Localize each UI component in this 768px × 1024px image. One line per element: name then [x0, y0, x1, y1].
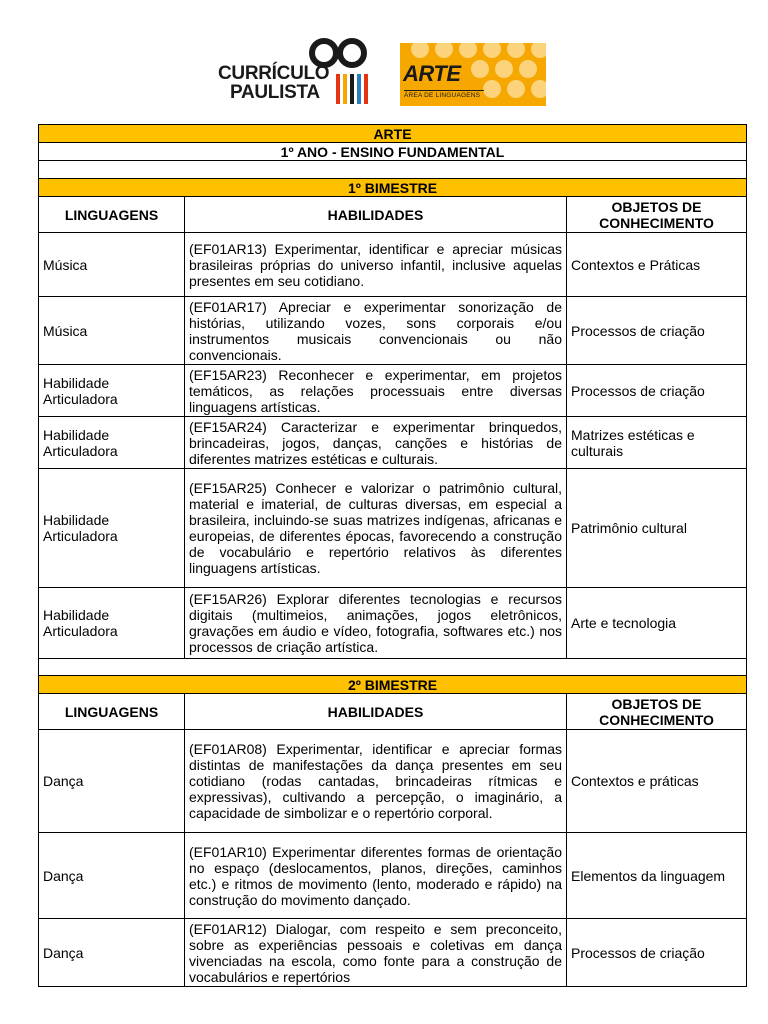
- linguagem-cell: Habilidade Articuladora: [39, 365, 185, 417]
- habilidade-cell: (EF15AR24) Caracterizar e experimentar brinquedos, brincadeiras, jogos, danças, canções e histórias de diferentes matrizes estéticas e culturais.: [185, 417, 567, 469]
- objeto-cell: Processos de criação: [567, 297, 747, 365]
- linguagem-cell: Dança: [39, 730, 185, 833]
- linguagem-cell: Dança: [39, 833, 185, 919]
- habilidade-cell: (EF01AR12) Dialogar, com respeito e sem preconceito, sobre as experiências pessoais e coletivas em dança vivenciadas na escola, como fonte para a construção de vocabulários e repertórios: [185, 919, 567, 987]
- habilidade-cell: (EF01AR08) Experimentar, identificar e apreciar formas distintas de manifestações da dança presentes em seu cotidiano (rodas cantadas, brincadeiras rítmicas e expressivas), cultivando a percepção, o imaginário, a capacidade de simbolizar e o repertório corporal.: [185, 730, 567, 833]
- curriculo-paulista-logo: [215, 36, 380, 108]
- habilidade-cell: (EF15AR26) Explorar diferentes tecnologias e recursos digitais (multimeios, animações, jogos eletrônicos, gravações em áudio e vídeo, fotografia, softwares etc.) nos processos de criação artística.: [185, 588, 567, 659]
- linguagem-cell: Habilidade Articuladora: [39, 588, 185, 659]
- table-row: [39, 365, 747, 417]
- objeto-cell: Elementos da linguagem: [567, 833, 747, 919]
- column-header-row: [39, 694, 747, 730]
- table-row: [39, 588, 747, 659]
- linguagem-cell: Habilidade Articuladora: [39, 417, 185, 469]
- subject-title: ARTE: [39, 125, 747, 143]
- habilidade-cell: (EF01AR17) Apreciar e experimentar sonorização de histórias, utilizando vozes, sons corporais e/ou instrumentos musicais convencionais ou não convencionais.: [185, 297, 567, 365]
- bimestre-1-title: 1º BIMESTRE: [39, 179, 747, 197]
- column-header-row: [39, 197, 747, 233]
- habilidade-cell: (EF01AR10) Experimentar diferentes formas de orientação no espaço (deslocamentos, planos, direções, caminhos etc.) e ritmos de movimento (lento, moderado e rápido) na construção do movimento dançado.: [185, 833, 567, 919]
- header-linguagens: LINGUAGENS: [39, 694, 185, 730]
- linguagem-cell: Dança: [39, 919, 185, 987]
- linguagem-cell: Habilidade Articuladora: [39, 469, 185, 588]
- header-habilidades: HABILIDADES: [185, 197, 567, 233]
- table-row: [39, 233, 747, 297]
- habilidade-cell: (EF15AR25) Conhecer e valorizar o patrimônio cultural, material e imaterial, de culturas diversas, em especial a brasileira, incluindo-se suas matrizes indígenas, africanas e europeias, de diferentes épocas, favorecendo a construção de vocabulário e repertório relativos às diferentes linguagens artísticas.: [185, 469, 567, 588]
- objeto-cell: Arte e tecnologia: [567, 588, 747, 659]
- arte-wordmark: ARTE: [403, 61, 461, 86]
- table-row: [39, 730, 747, 833]
- page-header: [0, 0, 768, 123]
- grade-title: 1º ANO - ENSINO FUNDAMENTAL: [39, 143, 747, 161]
- linguagem-cell: Música: [39, 233, 185, 297]
- objeto-cell: Processos de criação: [567, 919, 747, 987]
- objeto-cell: Matrizes estéticas e culturais: [567, 417, 747, 469]
- curriculum-table: [38, 124, 747, 987]
- table-row: [39, 919, 747, 987]
- bimestre-2-title: 2º BIMESTRE: [39, 676, 747, 694]
- header-objetos: OBJETOS DE CONHECIMENTO: [567, 197, 747, 233]
- bimestre-2-row: [39, 676, 747, 694]
- spacer-row: [39, 659, 747, 676]
- objeto-cell: Contextos e práticas: [567, 730, 747, 833]
- table-row: [39, 469, 747, 588]
- curriculo-paulista-wordmark: CURRÍCULO PAULISTA: [218, 63, 330, 103]
- arte-area-logo: [400, 43, 546, 106]
- arte-subtitle: ÁREA DE LINGUAGENS: [404, 92, 481, 99]
- bimestre-1-row: [39, 179, 747, 197]
- linguagem-cell: Música: [39, 297, 185, 365]
- habilidade-cell: (EF01AR13) Experimentar, identificar e apreciar músicas brasileiras próprias do universo infantil, inclusive aquelas presentes em seu cotidiano.: [185, 233, 567, 297]
- subject-row: [39, 125, 747, 143]
- header-linguagens: LINGUAGENS: [39, 197, 185, 233]
- table-row: [39, 297, 747, 365]
- header-habilidades: HABILIDADES: [185, 694, 567, 730]
- objeto-cell: Processos de criação: [567, 365, 747, 417]
- header-objetos: OBJETOS DE CONHECIMENTO: [567, 694, 747, 730]
- habilidade-cell: (EF15AR23) Reconhecer e experimentar, em projetos temáticos, as relações processuais entre diversas linguagens artísticas.: [185, 365, 567, 417]
- objeto-cell: Patrimônio cultural: [567, 469, 747, 588]
- table-row: [39, 417, 747, 469]
- objeto-cell: Contextos e Práticas: [567, 233, 747, 297]
- grade-row: [39, 143, 747, 161]
- spacer-row: [39, 161, 747, 179]
- table-row: [39, 833, 747, 919]
